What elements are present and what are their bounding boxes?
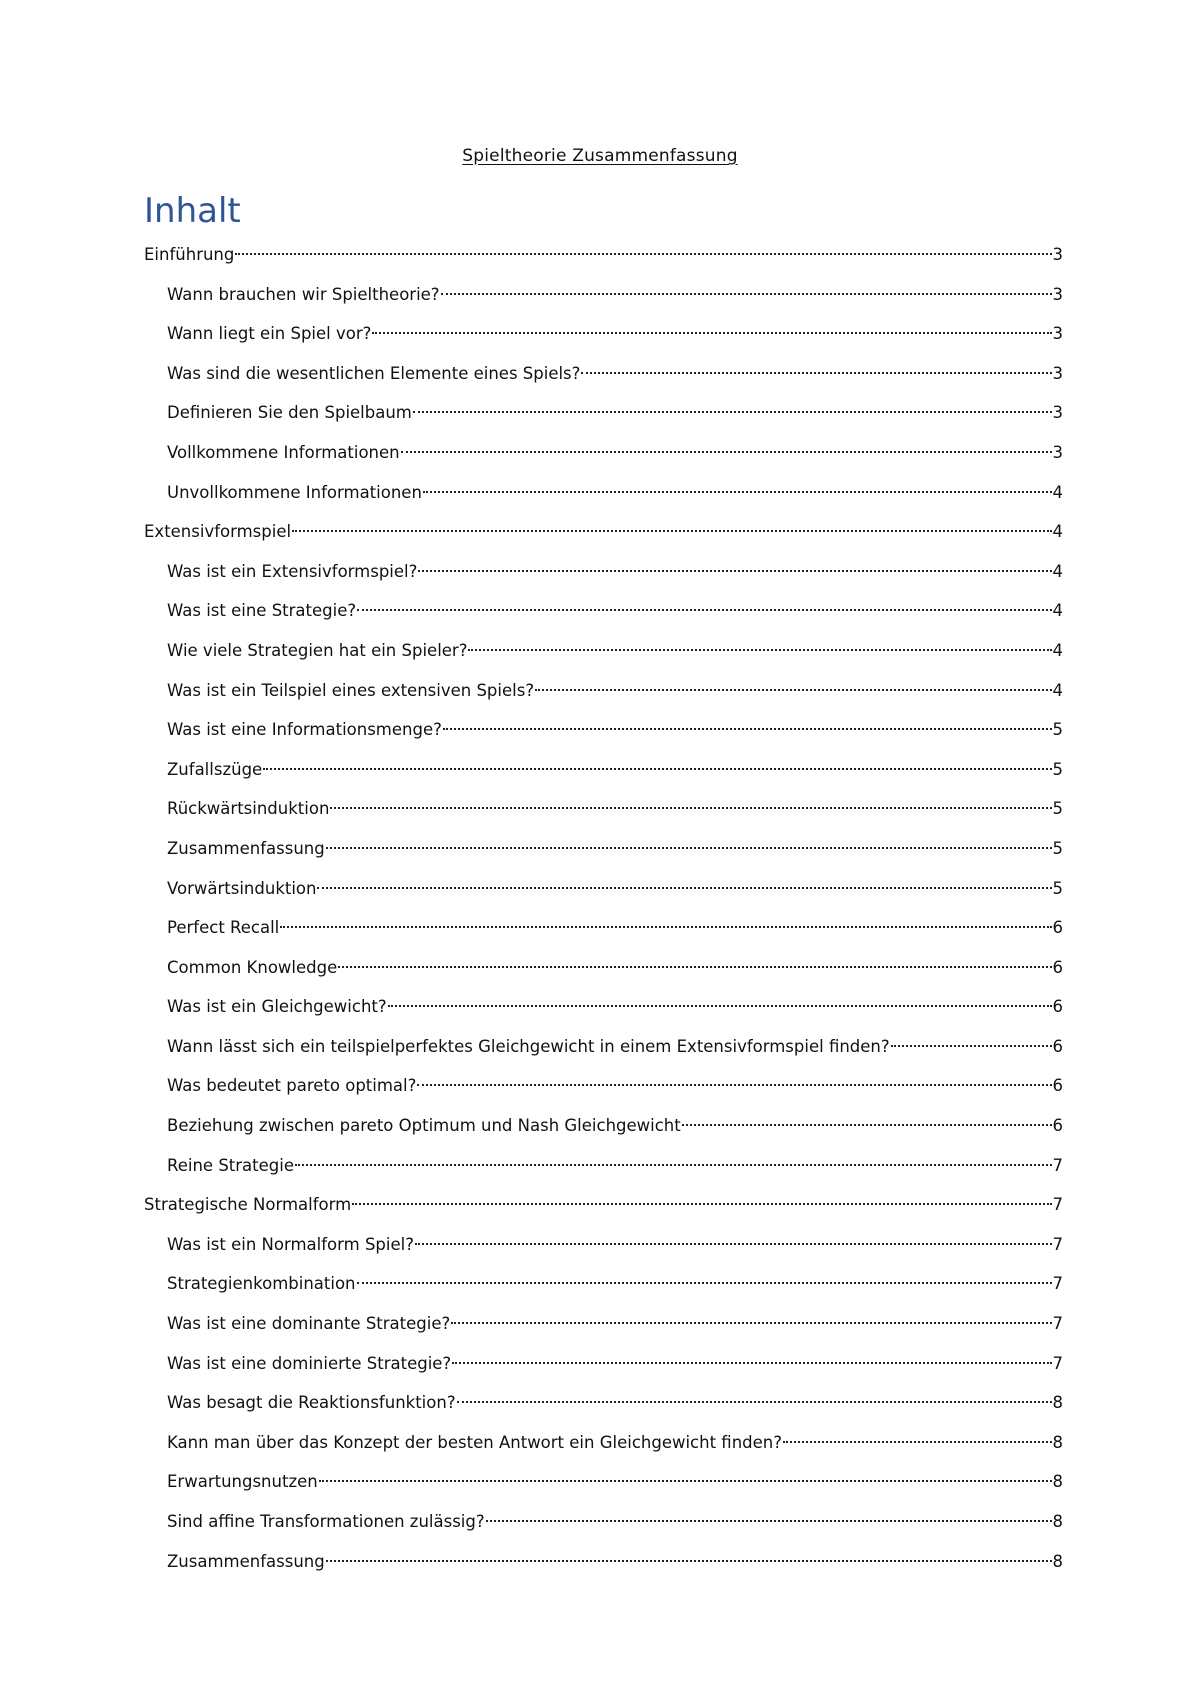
toc-heading: Inhalt	[144, 191, 241, 231]
toc-entry-label: Sind affine Transformationen zulässig?	[167, 1512, 485, 1531]
toc-entry-label: Was sind die wesentlichen Elemente eines Spiels?	[167, 363, 581, 383]
toc-page-number: 3	[1052, 284, 1063, 304]
toc-entry-label: Erwartungsnutzen	[167, 1472, 318, 1492]
toc-dot-leader	[235, 238, 1051, 260]
toc-entry-label: Was ist ein Normalform Spiel?	[167, 1234, 414, 1254]
toc-subsection-entry[interactable]	[144, 317, 1063, 357]
toc-section-entry[interactable]	[144, 515, 1063, 555]
toc-dot-leader	[326, 832, 1052, 854]
toc-page-number: 3	[1052, 442, 1063, 462]
toc-dot-leader	[418, 555, 1051, 577]
toc-page-number: 6	[1052, 957, 1063, 977]
toc-entry-label: Was ist ein Extensivformspiel?	[167, 561, 418, 581]
toc-entry-label: Einführung	[144, 245, 235, 264]
toc-dot-leader	[443, 713, 1052, 735]
toc-dot-leader	[401, 436, 1052, 458]
toc-entry-label: Definieren Sie den Spielbaum	[167, 403, 412, 423]
toc-page-number: 3	[1052, 324, 1063, 344]
toc-dot-leader	[357, 594, 1051, 616]
toc-subsection-entry[interactable]	[144, 436, 1063, 476]
toc-entry-label: Vorwärtsinduktion	[167, 878, 317, 898]
toc-page-number: 8	[1052, 1551, 1063, 1571]
toc-page-number: 8	[1052, 1432, 1063, 1452]
toc-entry-label: Perfect Recall	[167, 918, 280, 938]
toc-dot-leader	[295, 1149, 1052, 1171]
toc-dot-leader	[280, 911, 1051, 933]
toc-dot-leader	[423, 476, 1052, 498]
toc-subsection-entry[interactable]	[144, 1505, 1063, 1545]
toc-dot-leader	[451, 1307, 1051, 1329]
toc-page-number: 8	[1052, 1472, 1063, 1492]
toc-page-number: 4	[1052, 561, 1063, 581]
toc-entry-label: Zusammenfassung	[167, 838, 325, 858]
toc-page-number: 6	[1052, 1076, 1063, 1096]
toc-dot-leader	[581, 357, 1051, 379]
toc-entry-label: Was ist ein Gleichgewicht?	[167, 997, 387, 1017]
toc-subsection-entry[interactable]	[144, 1307, 1063, 1347]
toc-entry-label: Beziehung zwischen pareto Optimum und Nash Gleichgewicht	[167, 1116, 681, 1136]
toc-page-number: 4	[1052, 522, 1063, 542]
toc-dot-leader	[338, 951, 1051, 973]
toc-page-number: 5	[1052, 720, 1063, 740]
toc-entry-label: Vollkommene Informationen	[167, 442, 400, 462]
toc-subsection-entry[interactable]	[144, 1030, 1063, 1070]
toc-subsection-entry[interactable]	[144, 476, 1063, 516]
toc-page-number: 5	[1052, 799, 1063, 819]
toc-dot-leader	[319, 1465, 1052, 1487]
toc-dot-leader	[891, 1030, 1052, 1052]
toc-subsection-entry[interactable]	[144, 357, 1063, 397]
toc-subsection-entry[interactable]	[144, 1149, 1063, 1189]
toc-page-number: 7	[1052, 1155, 1063, 1175]
toc-entry-label: Unvollkommene Informationen	[167, 482, 422, 502]
toc-entry-label: Wann lässt sich ein teilspielperfektes Gleichgewicht in einem Extensivformspiel finden?	[167, 1036, 890, 1056]
toc-subsection-entry[interactable]	[144, 1228, 1063, 1268]
toc-subsection-entry[interactable]	[144, 1545, 1063, 1585]
toc-entry-label: Strategienkombination	[167, 1274, 356, 1294]
toc-dot-leader	[486, 1505, 1052, 1527]
toc-subsection-entry[interactable]	[144, 278, 1063, 318]
document-title: Spieltheorie Zusammenfassung	[462, 146, 738, 166]
toc-subsection-entry[interactable]	[144, 594, 1063, 634]
toc-entry-label: Zufallszüge	[167, 759, 263, 779]
toc-subsection-entry[interactable]	[144, 990, 1063, 1030]
toc-dot-leader	[535, 674, 1051, 696]
toc-page-number: 5	[1052, 759, 1063, 779]
toc-page-number: 7	[1052, 1314, 1063, 1334]
toc-subsection-entry[interactable]	[144, 1109, 1063, 1149]
toc-dot-leader	[263, 753, 1051, 775]
toc-entry-label: Extensivformspiel	[144, 522, 292, 542]
toc-subsection-entry[interactable]	[144, 555, 1063, 595]
toc-dot-leader	[783, 1426, 1052, 1448]
toc-page-number: 7	[1052, 1353, 1063, 1373]
toc-dot-leader	[357, 1267, 1052, 1289]
toc-page-number: 6	[1052, 997, 1063, 1017]
toc-subsection-entry[interactable]	[144, 713, 1063, 753]
toc-page-number: 4	[1052, 482, 1063, 502]
toc-dot-leader	[457, 1386, 1052, 1408]
toc-page-number: 4	[1052, 680, 1063, 700]
toc-dot-leader	[441, 278, 1052, 300]
toc-entry-label: Kann man über das Konzept der besten Antwort ein Gleichgewicht finden?	[167, 1432, 782, 1452]
toc-subsection-entry[interactable]	[144, 832, 1063, 872]
toc-page-number: 6	[1052, 1036, 1063, 1056]
toc-entry-label: Wie viele Strategien hat ein Spieler?	[167, 640, 468, 660]
toc-subsection-entry[interactable]	[144, 1386, 1063, 1426]
toc-entry-label: Was besagt die Reaktionsfunktion?	[167, 1393, 456, 1413]
toc-dot-leader	[352, 1188, 1051, 1210]
toc-page-number: 5	[1052, 838, 1063, 858]
toc-entry-label: Common Knowledge	[167, 957, 338, 977]
toc-subsection-entry[interactable]	[144, 396, 1063, 436]
toc-entry-label: Wann brauchen wir Spieltheorie?	[167, 284, 440, 304]
toc-entry-label: Zusammenfassung	[167, 1551, 325, 1571]
toc-page-number: 3	[1052, 403, 1063, 423]
toc-entry-label: Rückwärtsinduktion	[167, 799, 330, 819]
toc-entry-label: Reine Strategie	[167, 1155, 294, 1175]
toc-entry-label: Wann liegt ein Spiel vor?	[167, 324, 372, 344]
toc-subsection-entry[interactable]	[144, 1267, 1063, 1307]
toc-page-number: 6	[1052, 1116, 1063, 1136]
toc-page-number: 5	[1052, 878, 1063, 898]
toc-dot-leader	[413, 396, 1052, 418]
toc-page-number: 8	[1052, 1393, 1063, 1413]
toc-subsection-entry[interactable]	[144, 753, 1063, 793]
toc-entry-label: Was bedeutet pareto optimal?	[167, 1076, 417, 1096]
toc-entry-label: Strategische Normalform	[144, 1195, 352, 1215]
toc-subsection-entry[interactable]	[144, 911, 1063, 951]
toc-dot-leader	[452, 1347, 1051, 1369]
toc-subsection-entry[interactable]	[144, 951, 1063, 991]
toc-subsection-entry[interactable]	[144, 674, 1063, 714]
toc-dot-leader	[372, 317, 1051, 339]
toc-page-number: 4	[1052, 601, 1063, 621]
toc-dot-leader	[317, 872, 1051, 894]
toc-dot-leader	[330, 792, 1051, 814]
toc-dot-leader	[415, 1228, 1052, 1250]
toc-subsection-entry[interactable]	[144, 1069, 1063, 1109]
toc-page-number: 7	[1052, 1274, 1063, 1294]
toc-page-number: 7	[1052, 1195, 1063, 1215]
toc-page-number: 4	[1052, 640, 1063, 660]
toc-entry-label: Was ist eine Informationsmenge?	[167, 720, 442, 740]
toc-dot-leader	[417, 1069, 1051, 1091]
toc-dot-leader	[388, 990, 1052, 1012]
toc-page-number: 8	[1052, 1512, 1063, 1531]
toc-subsection-entry[interactable]	[144, 1465, 1063, 1505]
toc-section-entry[interactable]	[144, 1188, 1063, 1228]
toc-section-entry[interactable]	[144, 238, 1063, 278]
table-of-contents	[144, 238, 1063, 1584]
toc-page-number: 7	[1052, 1234, 1063, 1254]
toc-subsection-entry[interactable]	[144, 872, 1063, 912]
toc-page-number: 3	[1052, 363, 1063, 383]
toc-entry-label: Was ist ein Teilspiel eines extensiven Spiels?	[167, 680, 535, 700]
toc-dot-leader	[468, 634, 1051, 656]
toc-subsection-entry[interactable]	[144, 1426, 1063, 1466]
toc-subsection-entry[interactable]	[144, 1347, 1063, 1387]
toc-subsection-entry[interactable]	[144, 792, 1063, 832]
toc-entry-label: Was ist eine Strategie?	[167, 601, 357, 621]
toc-dot-leader	[326, 1545, 1052, 1567]
toc-page-number: 6	[1052, 918, 1063, 938]
toc-entry-label: Was ist eine dominierte Strategie?	[167, 1353, 452, 1373]
toc-dot-leader	[292, 515, 1051, 537]
toc-entry-label: Was ist eine dominante Strategie?	[167, 1314, 451, 1334]
toc-subsection-entry[interactable]	[144, 634, 1063, 674]
toc-page-number: 3	[1052, 245, 1063, 264]
toc-dot-leader	[682, 1109, 1052, 1131]
